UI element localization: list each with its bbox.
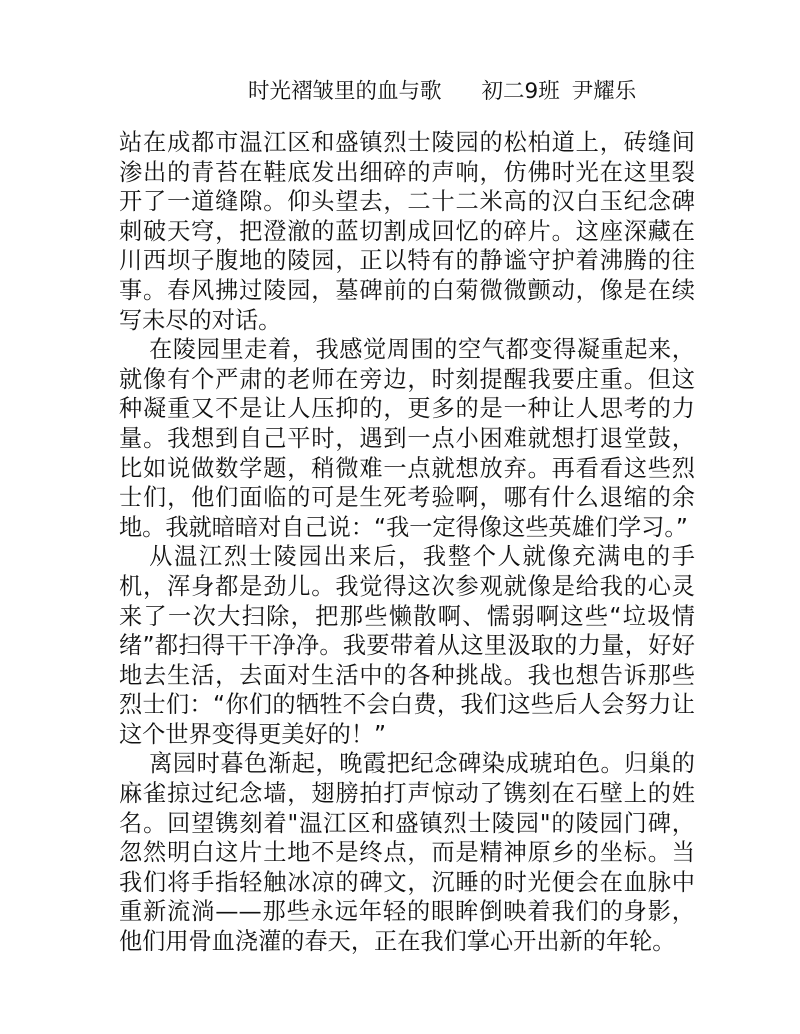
author-name: 尹耀乐 — [571, 79, 637, 104]
paragraph-4: 离园时暮色渐起，晚霞把纪念碑染成琥珀色。归巢的麻雀掠过纪念墙，翅膀拍打声惊动了镌刻在石壁上的姓名。回望镌刻着"温江区和盛镇烈士陵园"的陵园门碑，忽然明白这片土地不是终点，而是精神原乡的坐标。当我们将手指轻触冰凉的碑文，沉睡的时光便会在血脉中重新流淌——那些永远年轻的眼眸倒映着我们的身影，他们用骨血浇灌的春天，正在我们掌心开出新的年轮。 — [119, 750, 695, 956]
essay-body — [119, 128, 695, 957]
paragraph-1: 站在成都市温江区和盛镇烈士陵园的松柏道上，砖缝间渗出的青苔在鞋底发出细碎的声响，仿佛时光在这里裂开了一道缝隙。仰头望去，二十二米高的汉白玉纪念碑刺破天穹，把澄澈的蓝切割成回忆的碎片。这座深藏在川西坝子腹地的陵园，正以特有的静谧守护着沸腾的往事。春风拂过陵园，墓碑前的白菊微微颤动，像是在续写未尽的对话。 — [119, 129, 695, 334]
title-line — [248, 74, 768, 110]
paragraph-2: 在陵园里走着，我感觉周围的空气都变得凝重起来，就像有个严肃的老师在旁边，时刻提醒我要庄重。但这种凝重又不是让人压抑的，更多的是一种让人思考的力量。我想到自己平时，遇到一点小困难就想打退堂鼓，比如说做数学题，稍微难一点就想放弃。再看看这些烈士们，他们面临的可是生死考验啊，哪有什么退缩的余地。我就暗暗对自己说：“我一定得像这些英雄们学习。” — [119, 336, 695, 541]
class-name: 初二9班 — [481, 79, 560, 104]
essay-title: 时光褶皱里的血与歌 — [248, 79, 442, 104]
paragraph-3: 从温江烈士陵园出来后，我整个人就像充满电的手机，浑身都是劲儿。我觉得这次参观就像是给我的心灵来了一次大扫除，把那些懒散啊、懦弱啊这些“垃圾情绪”都扫得干干净净。我要带着从这里汲取的力量，好好地去生活，去面对生活中的各种挑战。我也想告诉那些烈士们：“你们的牺牲不会白费，我们这些后人会努力让这个世界变得更美好的！” — [119, 543, 695, 748]
